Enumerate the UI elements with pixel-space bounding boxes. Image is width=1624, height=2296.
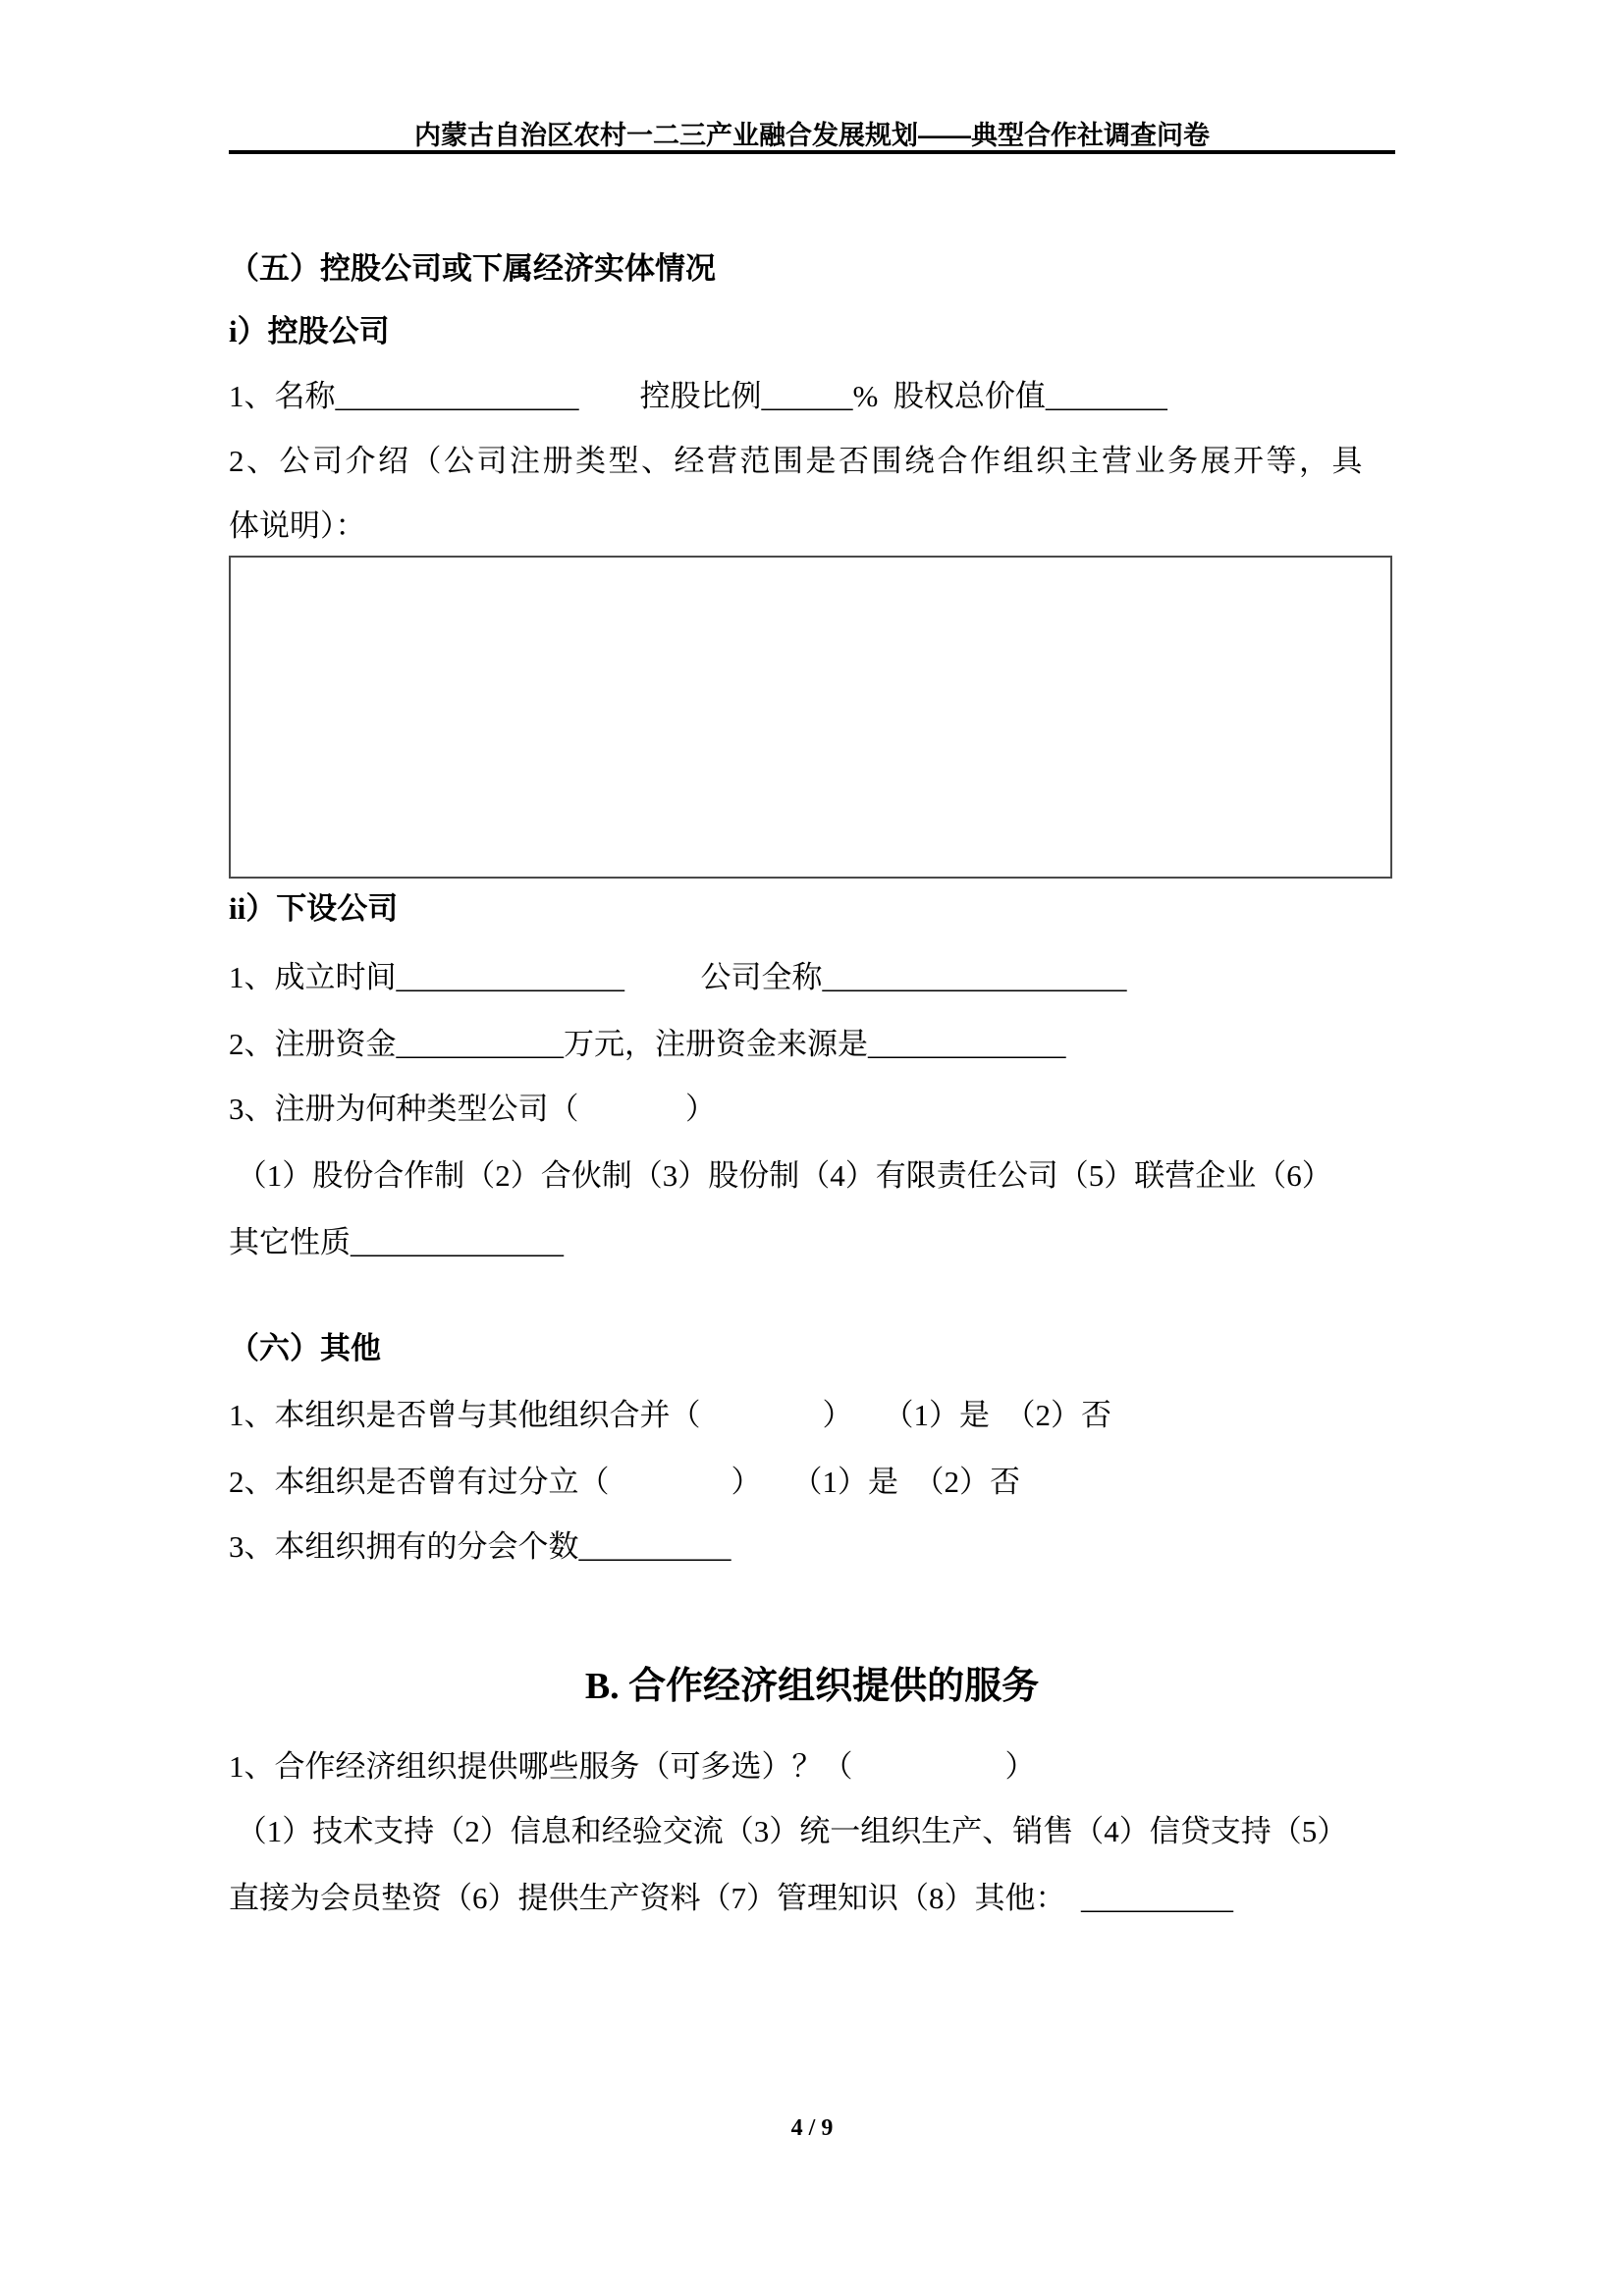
company-intro-answer-box[interactable] [229,556,1392,879]
section-6-title: （六）其他 [229,1331,381,1365]
subsidiary-company-type-options: （1）股份合作制（2）合伙制（3）股份制（4）有限责任公司（5）联营企业（6） [229,1158,1332,1193]
subsidiary-company-subtitle: ii）下设公司 [229,891,399,926]
merge-question-line: 1、本组织是否曾与其他组织合并（ ） （1）是 （2）否 [229,1398,1111,1432]
services-options-line2: 直接为会员垫资（6）提供生产资料（7）管理知识（8）其他： __________ [229,1881,1233,1915]
subsidiary-company-type-question: 3、注册为何种类型公司（ ） [229,1092,716,1126]
holding-company-name-ratio-value-line: 1、名称________________ 控股比例______% 股权总价值________ [229,379,1167,413]
subsidiary-company-type-other-blank: 其它性质______________ [229,1225,564,1259]
subsidiary-founding-date-name-line: 1、成立时间_______________ 公司全称____________________ [229,960,1127,994]
subsidiary-registered-capital-line: 2、注册资金___________万元，注册资金来源是_____________ [229,1027,1066,1061]
branch-count-question-line: 3、本组织拥有的分会个数__________ [229,1529,731,1564]
holding-company-intro-question-line1: 2、公司介绍（公司注册类型、经营范围是否围绕合作组织主营业务展开等，具 [229,444,1365,478]
header-divider [229,150,1395,154]
holding-company-subtitle: i）控股公司 [229,314,390,348]
page-header-title: 内蒙古自治区农村一二三产业融合发展规划——典型合作社调查问卷 [414,121,1210,150]
split-question-line: 2、本组织是否曾有过分立（ ） （1）是 （2）否 [229,1465,1020,1499]
holding-company-intro-question-line2: 体说明）： [229,508,366,543]
part-b-title: B. 合作经济组织提供的服务 [584,1666,1040,1707]
page-number: 4 / 9 [790,2115,834,2141]
section-5-title: （五）控股公司或下属经济实体情况 [229,251,716,286]
services-question-line: 1、合作经济组织提供哪些服务（可多选）？（ ） [229,1749,1036,1784]
services-options-line1: （1）技术支持（2）信息和经验交流（3）统一组织生产、销售（4）信贷支持（5） [229,1814,1348,1848]
